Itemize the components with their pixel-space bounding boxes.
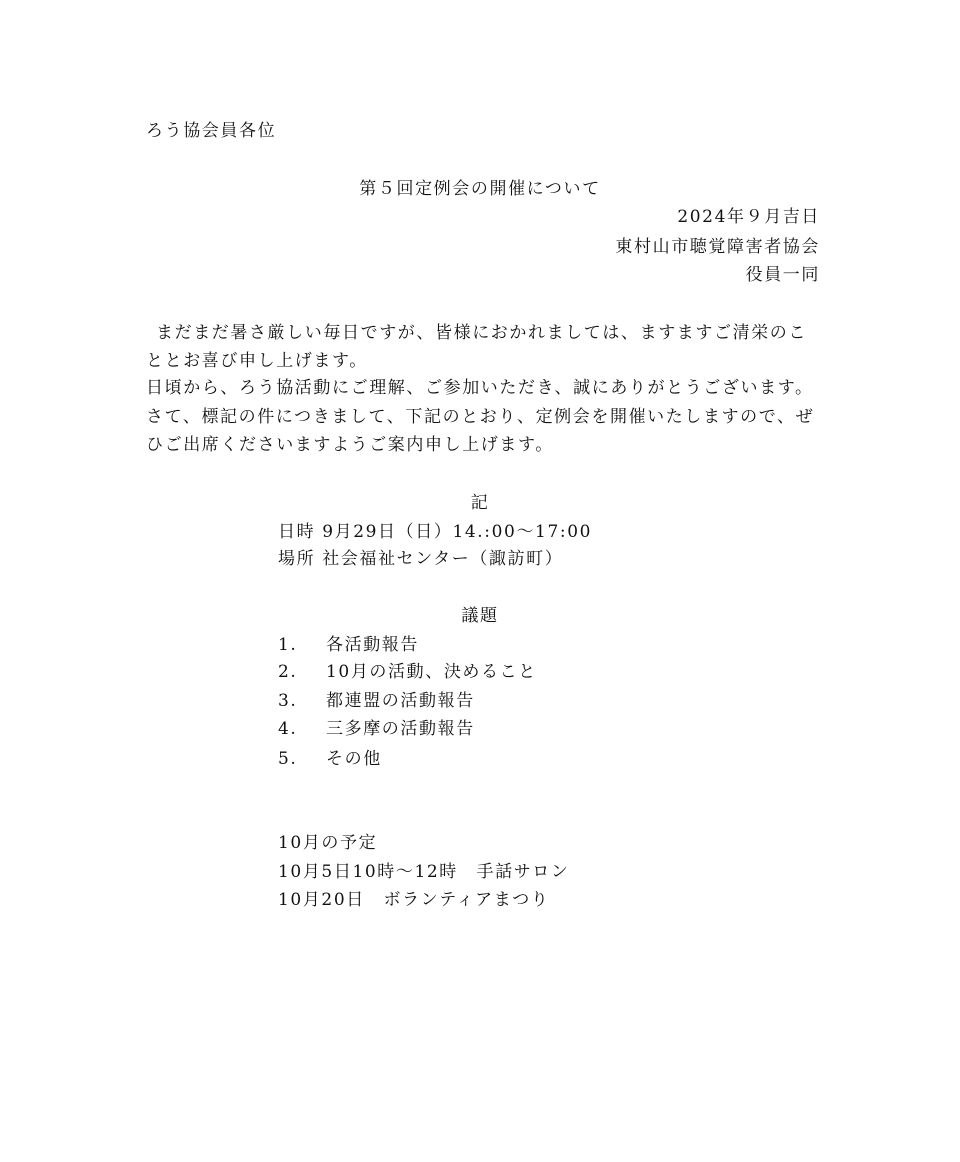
event-datetime: 日時 9月29日（日）14.:00～17:00 bbox=[278, 522, 593, 542]
agenda-item bbox=[278, 690, 475, 712]
agenda-item-number: 3. bbox=[278, 691, 298, 711]
issue-date: 2024年９月吉日 bbox=[677, 207, 820, 227]
agenda-item-number: 4. bbox=[278, 719, 298, 739]
body-line-4: さて、標記の件につきまして、下記のとおり、定例会を開催いたしますので、ぜ bbox=[146, 407, 815, 427]
agenda-item-text: 都連盟の活動報告 bbox=[326, 691, 475, 711]
agenda-item-number: 2. bbox=[278, 662, 298, 682]
agenda-heading: 議題 bbox=[461, 606, 499, 626]
document-title: 第５回定例会の開催について bbox=[359, 179, 601, 199]
agenda-item-text: 10月の活動、決めること bbox=[326, 662, 537, 682]
agenda-item-text: その他 bbox=[326, 749, 382, 769]
body-line-1: まだまだ暑さ厳しい毎日ですが、皆様におかれましては、ますますご清栄のこ bbox=[156, 323, 807, 343]
sender-organization: 東村山市聴覚障害者協会 bbox=[615, 237, 820, 257]
event-place: 場所 社会福祉センター（諏訪町） bbox=[278, 549, 564, 569]
schedule-heading: 10月の予定 bbox=[278, 833, 378, 853]
agenda-item bbox=[278, 718, 475, 740]
agenda-item-number: 5. bbox=[278, 749, 298, 769]
agenda-item bbox=[278, 748, 382, 770]
agenda-item bbox=[278, 661, 537, 683]
details-heading: 記 bbox=[470, 493, 490, 513]
agenda-item-text: 三多摩の活動報告 bbox=[326, 719, 475, 739]
schedule-item: 10月20日 ボランティアまつり bbox=[278, 890, 550, 910]
body-line-2: ととお喜び申し上げます。 bbox=[146, 351, 368, 371]
agenda-item bbox=[278, 634, 419, 656]
sender-people: 役員一同 bbox=[745, 265, 820, 285]
agenda-item-text: 各活動報告 bbox=[326, 635, 419, 655]
addressee: ろう協会員各位 bbox=[146, 121, 277, 141]
body-line-5: ひご出席くださいますようご案内申し上げます。 bbox=[146, 435, 554, 455]
schedule-item: 10月5日10時～12時 手話サロン bbox=[278, 862, 570, 882]
agenda-item-number: 1. bbox=[278, 635, 298, 655]
body-line-3: 日頃から、ろう協活動にご理解、ご参加いただき、誠にありがとうございます。 bbox=[146, 378, 814, 398]
